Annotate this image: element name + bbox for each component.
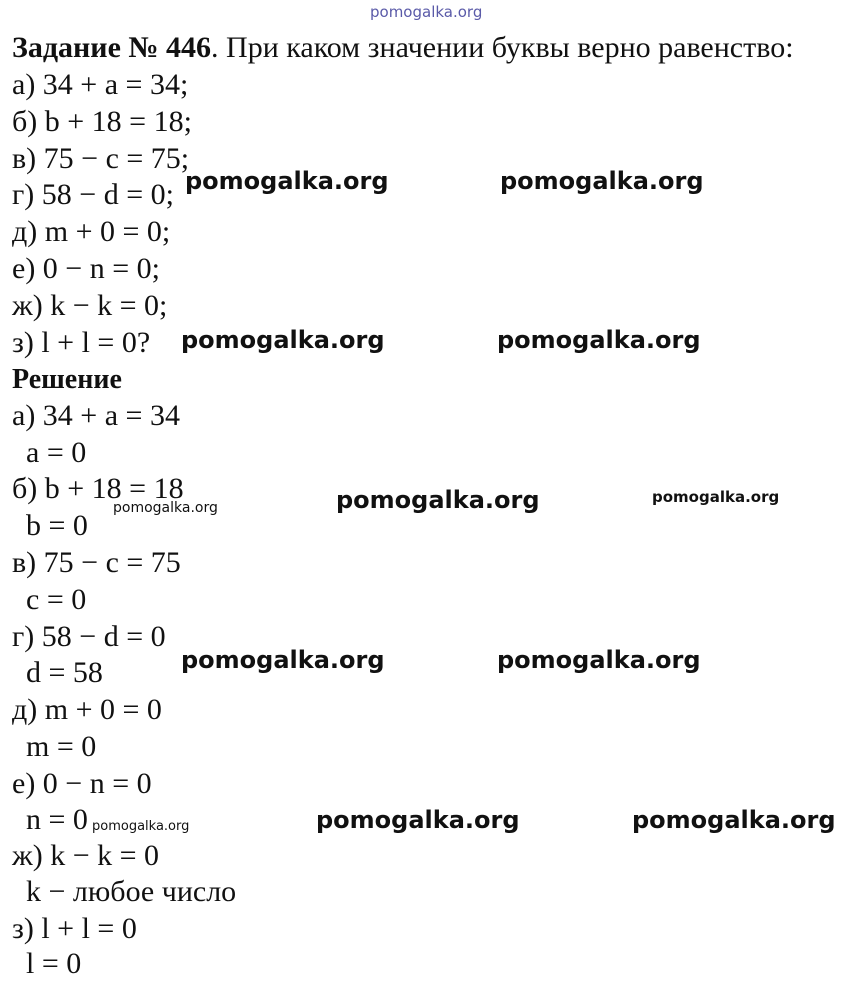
- solution-equation-zh: ж) k − k = 0: [12, 839, 160, 872]
- solution-answer-e: n = 0: [26, 803, 88, 836]
- solution-answer-g: d = 58: [26, 656, 103, 689]
- solution-heading: Решение: [12, 364, 122, 395]
- watermark: pomogalka.org: [336, 486, 540, 514]
- solution-equation-d: д) m + 0 = 0: [12, 693, 162, 726]
- solution-equation-a: а) 34 + a = 34: [12, 399, 180, 432]
- task-item-g: г) 58 − d = 0;: [12, 178, 174, 211]
- solution-equation-e: е) 0 − n = 0: [12, 767, 152, 800]
- task-item-z: з) l + l = 0?: [12, 326, 151, 359]
- solution-equation-v: в) 75 − c = 75: [12, 546, 181, 579]
- task-question: . При каком значении буквы верно равенство:: [211, 31, 794, 64]
- solution-equation-b: б) b + 18 = 18: [12, 472, 184, 505]
- task-number: Задание № 446: [12, 31, 212, 64]
- solution-equation-z: з) l + l = 0: [12, 912, 137, 945]
- watermark: pomogalka.org: [181, 326, 385, 354]
- task-item-a: а) 34 + a = 34;: [12, 68, 189, 101]
- solution-answer-zh: k − любое число: [26, 875, 237, 908]
- watermark: pomogalka.org: [632, 806, 836, 834]
- solution-answer-b: b = 0: [26, 509, 88, 542]
- task-item-v: в) 75 − c = 75;: [12, 142, 190, 175]
- watermark: pomogalka.org: [185, 167, 389, 195]
- solution-answer-a: a = 0: [26, 436, 87, 469]
- task-title: [12, 30, 794, 66]
- watermark: pomogalka.org: [113, 500, 218, 516]
- solution-answer-z: l = 0: [26, 947, 82, 980]
- task-item-d: д) m + 0 = 0;: [12, 215, 171, 248]
- watermark: pomogalka.org: [500, 167, 704, 195]
- watermark: pomogalka.org: [652, 488, 780, 506]
- solution-answer-d: m = 0: [26, 730, 97, 763]
- solution-answer-v: c = 0: [26, 583, 87, 616]
- watermark: pomogalka.org: [497, 646, 701, 674]
- watermark: pomogalka.org: [497, 326, 701, 354]
- watermark: pomogalka.org: [181, 646, 385, 674]
- watermark: pomogalka.org: [316, 806, 520, 834]
- watermark: pomogalka.org: [92, 819, 190, 834]
- task-item-zh: ж) k − k = 0;: [12, 289, 168, 322]
- task-item-e: е) 0 − n = 0;: [12, 252, 160, 285]
- task-item-b: б) b + 18 = 18;: [12, 105, 192, 138]
- solution-equation-g: г) 58 − d = 0: [12, 620, 166, 653]
- watermark-top: pomogalka.org: [370, 3, 483, 21]
